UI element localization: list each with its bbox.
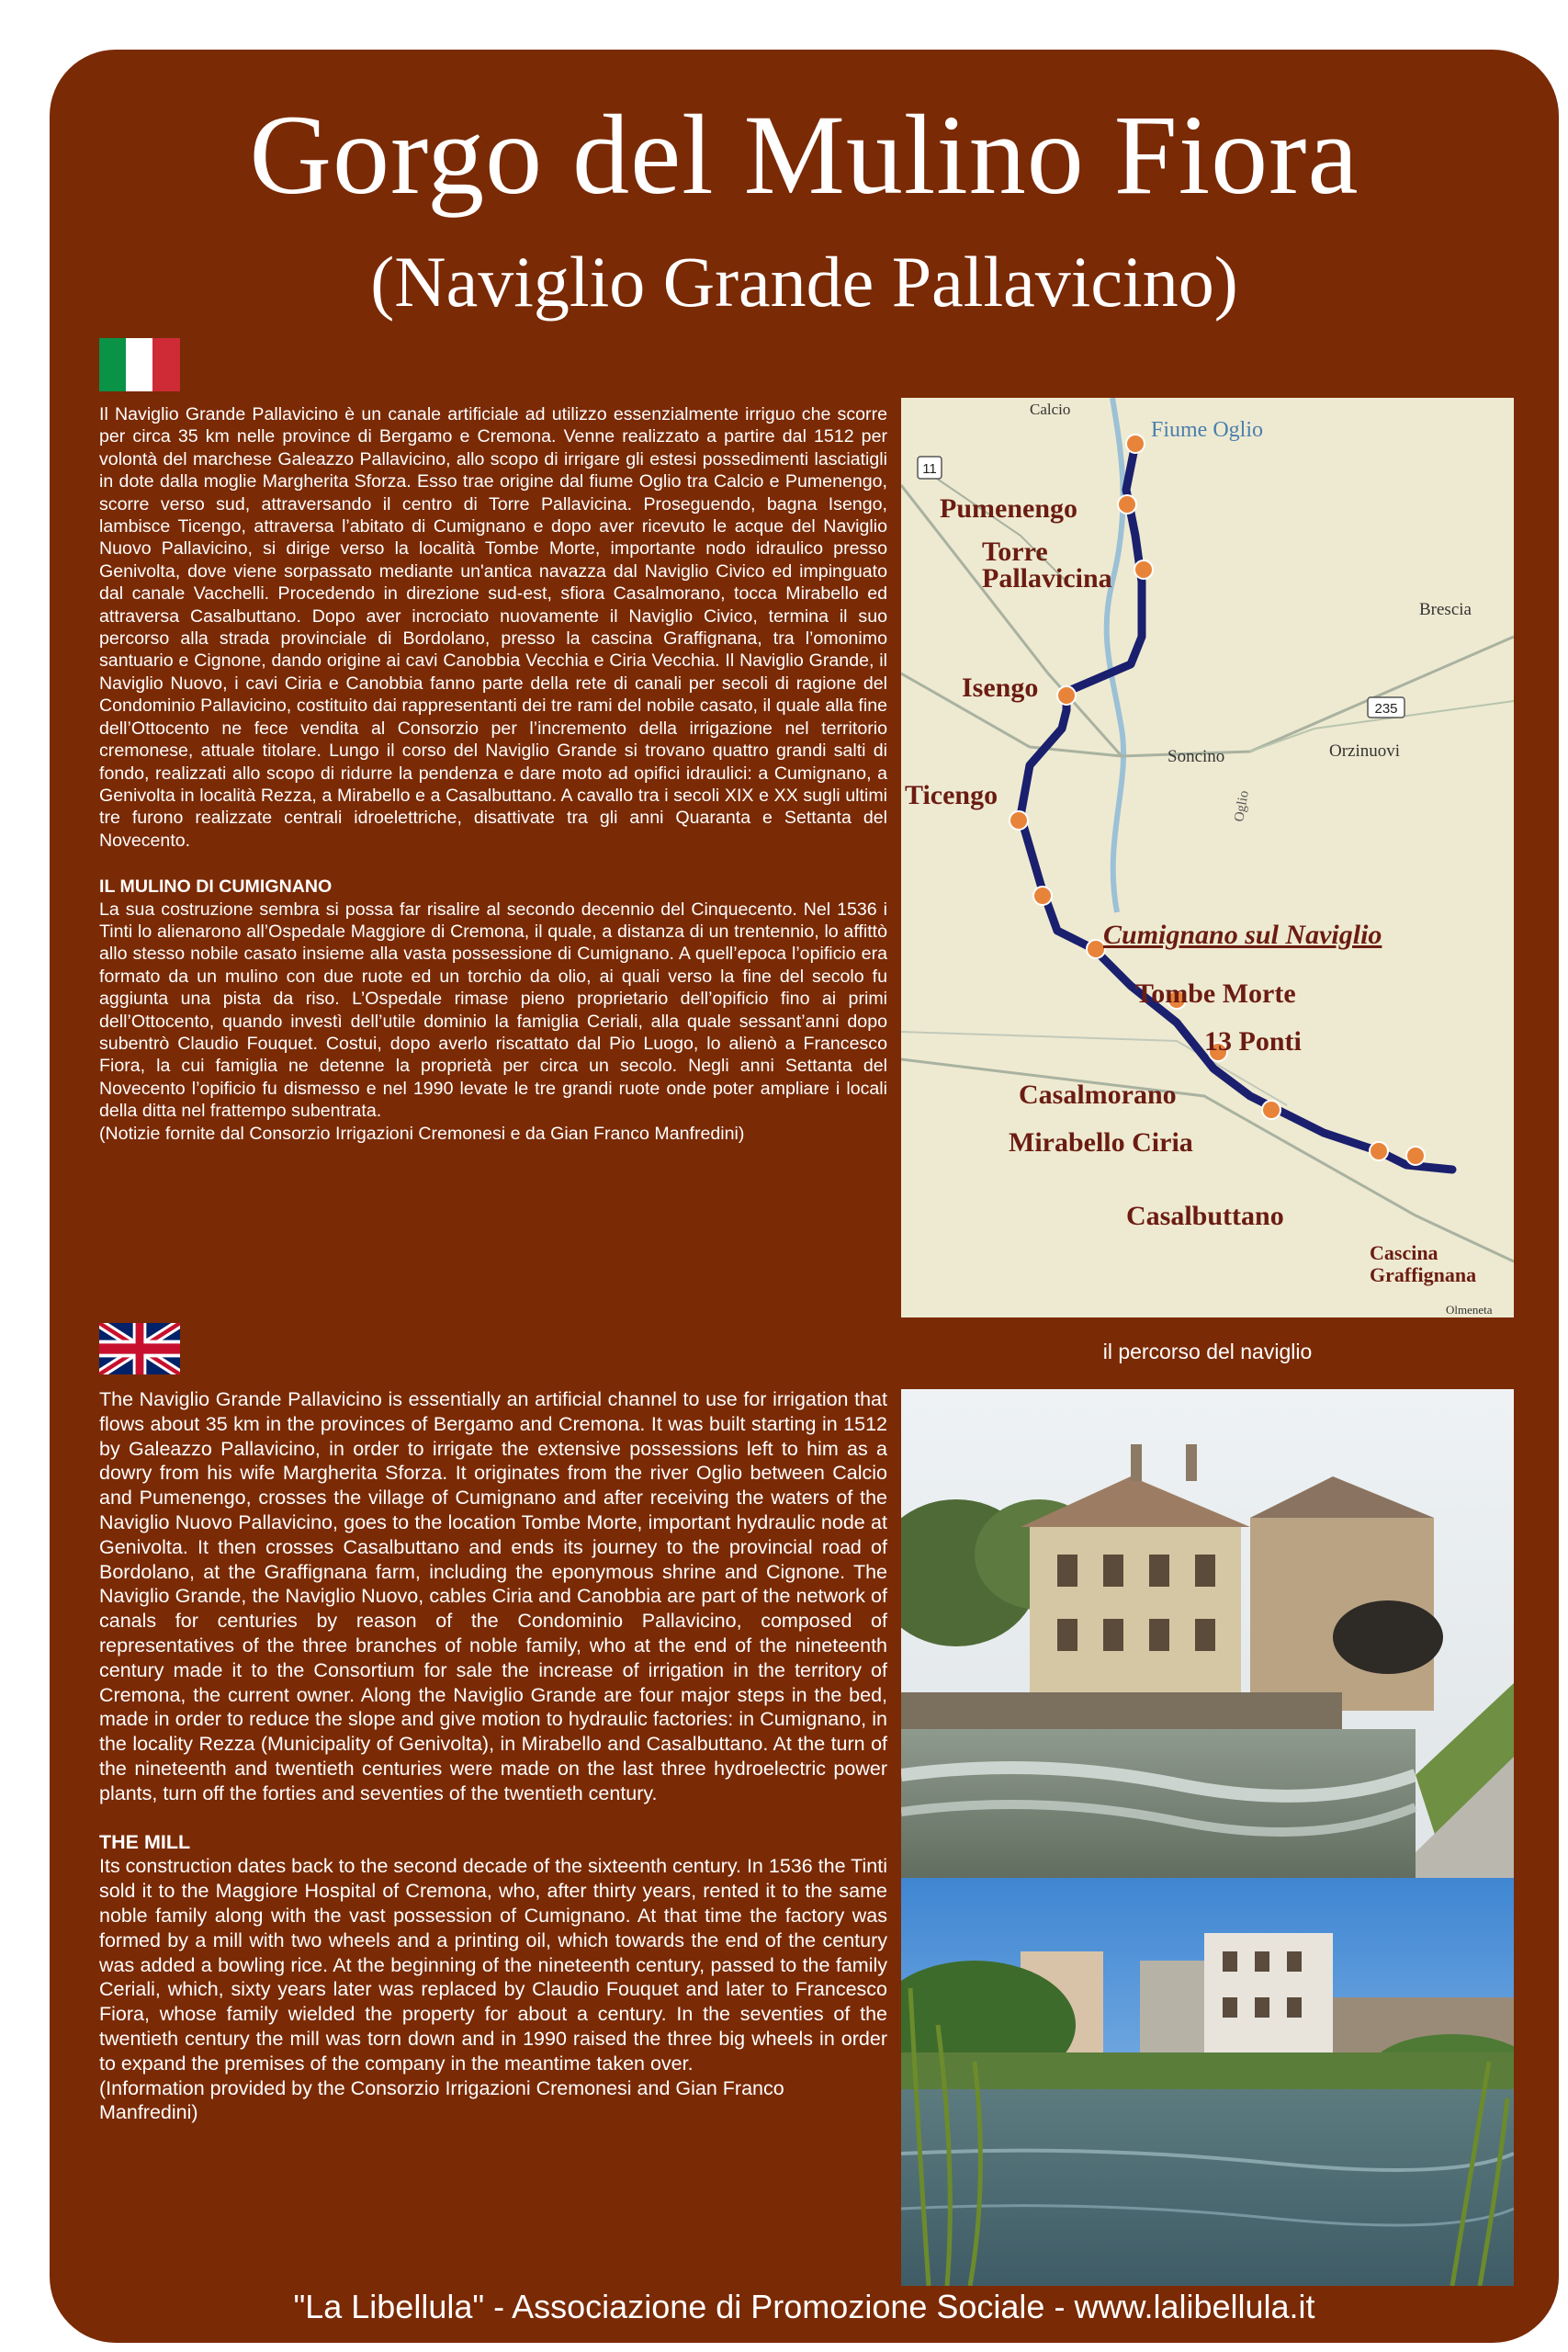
english-mill-heading: THE MILL: [99, 1830, 191, 1853]
route-marker: [1087, 940, 1105, 958]
map-label-olmeneta: Olmeneta: [1446, 1303, 1493, 1317]
sign-brown-panel: [50, 50, 1559, 2343]
route-marker: [1010, 811, 1028, 830]
sign-white-border: [20, 20, 1548, 2332]
map-label-mirabello-ciria: Mirabello Ciria: [1009, 1127, 1193, 1158]
map-label-13-ponti: 13 Ponti: [1204, 1026, 1302, 1057]
uk-flag-icon: [99, 1323, 180, 1374]
map-label-cascina: Cascina: [1370, 1241, 1438, 1264]
route-marker: [1406, 1147, 1425, 1165]
map-label-pumenengo: Pumenengo: [940, 493, 1077, 524]
map-label-calcio: Calcio: [1030, 401, 1071, 418]
english-intro: The Naviglio Grande Pallavicino is essentially an artificial channel to use for irrigation that flows about 35 km in the provinces of Bergamo and Cremona. It was built starting in 1512 by Galeazzo Pallavicino, in order to irrigate the extensive possessions left to him as a dowry from his wife Margherita Sforza. It originates from the river Oglio between Calcio and Pumenengo, crosses the village of Cumignano and after receiving the waters of the Naviglio Nuovo Pallavicino, goes to the location Tombe Morte, important hydraulic node at Genivolta. It then crosses Casalbuttano and ends its journey to the provincial road of Bordolano, at the Graffignana farm, including the eponymous shrine and Cignone. The Naviglio Grande, the Naviglio Nuovo, cables Ciria and Canobbia are part of the network of canals for centuries by reason of the Condominio Pallavicino, composed of representatives of the three branches of noble family, who at the end of the nineteenth century made it to the Consortium for sale the increase of irrigation in the territory of Cremona, the current owner. Along the Naviglio Grande are four major steps in the bed, made in order to reduce the slope and give motion to hydraulic factories: in Cumignano, in the locality Rezza (Municipality of Genivolta), in Mirabello and Casalbuttano. At the turn of the nineteenth and twentieth centuries were made on the last three hydroelectric power plants, turn off the forties and seventies of the twentieth century.: [99, 1388, 887, 1804]
italian-intro: Il Naviglio Grande Pallavicino è un canale artificiale ad utilizzo essenzialmente irriguo che scorre per circa 35 km nelle province di Bergamo e Cremona. Venne realizzato a partire dal 1512 per volontà del marchese Galeazzo Pallavicino, allo scopo di irrigare gli estesi possedimenti lasciatigli in dote dalla moglie Margherita Sforza. Esso trae origine dal fiume Oglio tra Calcio e Pumenengo, scorre verso sud, attraversando il centro di Torre Pallavicina. Proseguendo, bagna Isengo, lambisce Ticengo, attraversa l’abitato di Cumignano e dopo aver ricevuto le acque del Naviglio Nuovo Pallavicino, si dirige verso la località Tombe Morte, importante nodo idraulico presso Genivolta, dove viene sorpassato mediante un'antica navazza dal Naviglio Civico ed impinguato dal canale Vacchelli. Procedendo in direzione sud-est, sfiora Casalmorano, tocca Mirabello ed attraversa Casalbuttano. Dopo aver incrociato nuovamente il Naviglio Civico, termina il suo percorso alla strada provinciale di Bordolano, presso la cascina Graffignana, tra l’omonimo santuario e Cignone, dando origine ai cavi Canobbia Vecchia e Ciria Vecchia. Il Naviglio Grande, il Naviglio Nuovo, i cavi Ciria e Canobbia fanno parte della rete di canali per secoli di ragione del Condominio Pallavicino, costituito dai rappresentanti dei tre rami del nobile casato, il quale alla fine dell’Ottocento ne fece vendita al Consorzio per l’incremento della irrigazione nel territorio cremonese, attuale titolare. Lungo il corso del Naviglio Grande si trovano quattro grandi salti di fondo, realizzati allo scopo di ridurre la pendenza e dare moto ad opifici idraulici: a Cumignano, a Genivolta in località Rezza, a Mirabello e a Casalbuttano. A cavallo tra i secoli XIX e XX sugli ultimi tre furono realizzate centrali idroelettriche, disattivate tra gli anni Quaranta e Settanta del Novecento.: [99, 404, 887, 851]
map-label-cumignano: Cumignano sul Naviglio: [1103, 920, 1382, 950]
map-label-isengo: Isengo: [962, 673, 1039, 703]
route-marker: [1134, 560, 1153, 579]
map-label-graffignana: Graffignana: [1370, 1263, 1477, 1286]
route-marker: [1057, 686, 1076, 705]
road-235-label: 235: [1374, 701, 1398, 717]
map-label-brescia: Brescia: [1419, 600, 1472, 619]
map-label-casalbuttano: Casalbuttano: [1126, 1201, 1284, 1231]
canal-view-photo: [901, 1878, 1514, 2286]
italian-source: (Notizie fornite dal Consorzio Irrigazioni Cremonesi e da Gian Franco Manfredini): [99, 1123, 745, 1144]
footer-credit: "La Libellula" - Associazione di Promozione Sociale - www.lalibellula.it: [293, 2288, 1315, 2325]
english-mill-text: Its construction dates back to the second decade of the sixteenth century. In 1536 the Tinti sold it to the Maggiore Hospital of Cremona, who, after thirty years, rented it to the same noble family along with the vast possession of Cumignano. At that time the factory was formed by a mill with two wheels and a printing oil, which towards the end of the century was added a bowling rice. At the beginning of the nineteenth century, passed to the family Ceriali, which, sixty years later was replaced by Claudio Fouquet and later to Francesco Fiora, whose family wielded the property for about a century. In the seventies of the twentieth century the mill was torn down and in 1990 raised the three big wheels in order to expand the premises of the company in the meantime taken over.: [99, 1855, 887, 2075]
route-marker: [1370, 1142, 1388, 1160]
italian-mill-text: La sua costruzione sembra si possa far risalire al secondo decennio del Cinquecento. Nel 1536 i Tinti lo alienarono all’Ospedale Maggiore di Cremona, il quale, a distanza di un trentennio, lo affittò allo stesso nobile casato insieme alla vasta possessione di Cumignano. A quell’epoca l’opificio era formato da un mulino con due ruote ed un torchio da olio, ai quali verso la fine del secolo fu aggiunta una pista da riso. L’Ospedale rimase pieno proprietario dell’opificio fino ai primi dell’Ottocento, quando investì dell’utile dominio la famiglia Ceriali, alla quale sessant’anni dopo subentrò Claudio Fouquet. Costui, dopo averlo riscattato dal Pio Luogo, lo alienò a Francesco Fiora, la cui famiglia ne detenne la proprietà per circa un secolo. Negli anni Settanta del Novecento l’opificio fu dismesso e nel 1990 levate le tre grandi ruote onde poter ampliare i locali della ditta nel frattempo subentrata.: [99, 899, 887, 1122]
canal-route-map: [901, 398, 1514, 1317]
route-marker: [1033, 887, 1052, 905]
route-marker: [1118, 495, 1136, 514]
map-label-soncino: Soncino: [1168, 747, 1225, 766]
route-marker: [1126, 435, 1145, 453]
page-subtitle: (Naviglio Grande Pallavicino): [370, 242, 1238, 322]
italy-flag-icon: [99, 338, 180, 391]
page-title: Gorgo del Mulino Fiora: [249, 92, 1359, 218]
map-label-oglio-river: Oglio: [1232, 789, 1252, 823]
map-label-tombe-morte: Tombe Morte: [1135, 978, 1296, 1009]
map-label-orzinuovi: Orzinuovi: [1329, 741, 1401, 761]
map-label-casalmorano: Casalmorano: [1019, 1080, 1177, 1110]
map-label-torre: Torre: [982, 537, 1048, 567]
route-marker: [1262, 1101, 1280, 1119]
map-label-fiume-oglio: Fiume Oglio: [1151, 418, 1264, 442]
map-label-ticengo: Ticengo: [905, 780, 998, 810]
map-label-pallavicina: Pallavicina: [982, 563, 1112, 594]
italian-mill-heading: IL MULINO DI CUMIGNANO: [99, 876, 333, 898]
italian-text-block: [99, 403, 887, 1145]
mill-buildings-photo: [901, 1389, 1514, 1888]
english-source: (Information provided by the Consorzio Irrigazioni Cremonesi and Gian Franco Manfredini): [99, 2076, 784, 2124]
road-11-label: 11: [922, 461, 937, 477]
map-caption: il percorso del naviglio: [1102, 1340, 1313, 1363]
english-text-block: [99, 1387, 887, 2125]
